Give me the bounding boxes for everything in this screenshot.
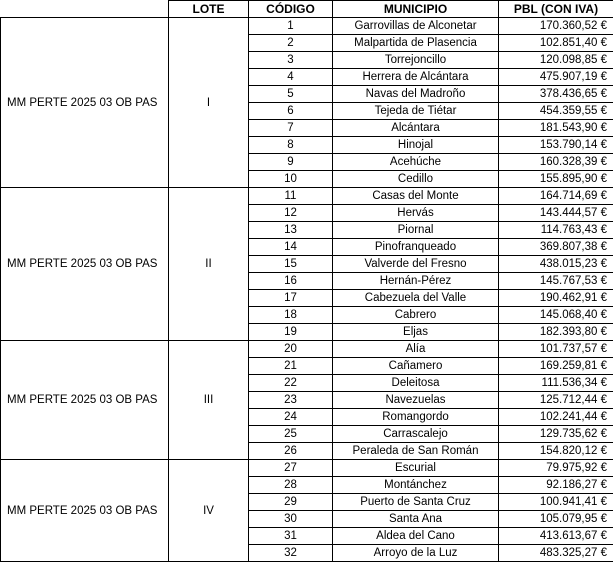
municipio-cell: Navas del Madroño bbox=[333, 86, 499, 103]
municipio-cell: Navezuelas bbox=[333, 392, 499, 409]
municipio-cell: Hinojal bbox=[333, 137, 499, 154]
pbl-cell: 438.015,23 € bbox=[499, 256, 613, 273]
pbl-cell: 170.360,52 € bbox=[499, 18, 613, 35]
municipio-cell: Malpartida de Plasencia bbox=[333, 35, 499, 52]
municipio-cell: Santa Ana bbox=[333, 511, 499, 528]
municipio-cell: Casas del Monte bbox=[333, 188, 499, 205]
codigo-cell: 24 bbox=[249, 409, 333, 426]
municipio-cell: Eljas bbox=[333, 324, 499, 341]
pbl-cell: 190.462,91 € bbox=[499, 290, 613, 307]
codigo-cell: 23 bbox=[249, 392, 333, 409]
municipio-cell: Tejeda de Tiétar bbox=[333, 103, 499, 120]
codigo-cell: 28 bbox=[249, 477, 333, 494]
obra-cell: MM PERTE 2025 03 OB PAS bbox=[1, 18, 169, 188]
codigo-cell: 22 bbox=[249, 375, 333, 392]
pbl-cell: 102.851,40 € bbox=[499, 35, 613, 52]
codigo-cell: 7 bbox=[249, 120, 333, 137]
municipio-cell: Romangordo bbox=[333, 409, 499, 426]
pbl-cell: 182.393,80 € bbox=[499, 324, 613, 341]
codigo-cell: 30 bbox=[249, 511, 333, 528]
obra-cell: MM PERTE 2025 03 OB PAS bbox=[1, 460, 169, 562]
municipio-cell: Montánchez bbox=[333, 477, 499, 494]
pbl-cell: 369.807,38 € bbox=[499, 239, 613, 256]
pbl-cell: 105.079,95 € bbox=[499, 511, 613, 528]
municipio-cell: Aldea del Cano bbox=[333, 528, 499, 545]
codigo-cell: 6 bbox=[249, 103, 333, 120]
pbl-cell: 79.975,92 € bbox=[499, 460, 613, 477]
pbl-cell: 120.098,85 € bbox=[499, 52, 613, 69]
municipio-cell: Pinofranqueado bbox=[333, 239, 499, 256]
pbl-cell: 483.325,27 € bbox=[499, 545, 613, 562]
codigo-cell: 20 bbox=[249, 341, 333, 358]
municipio-cell: Herrera de Alcántara bbox=[333, 69, 499, 86]
pbl-cell: 143.444,57 € bbox=[499, 205, 613, 222]
pbl-cell: 454.359,55 € bbox=[499, 103, 613, 120]
codigo-cell: 14 bbox=[249, 239, 333, 256]
pbl-cell: 125.712,44 € bbox=[499, 392, 613, 409]
table-row bbox=[1, 188, 613, 205]
codigo-cell: 4 bbox=[249, 69, 333, 86]
codigo-cell: 18 bbox=[249, 307, 333, 324]
municipio-cell: Torrejoncillo bbox=[333, 52, 499, 69]
codigo-cell: 27 bbox=[249, 460, 333, 477]
header-municipio: MUNICIPIO bbox=[333, 1, 499, 18]
municipio-cell: Deleitosa bbox=[333, 375, 499, 392]
municipio-cell: Peraleda de San Román bbox=[333, 443, 499, 460]
pbl-cell: 378.436,65 € bbox=[499, 86, 613, 103]
codigo-cell: 32 bbox=[249, 545, 333, 562]
pbl-cell: 475.907,19 € bbox=[499, 69, 613, 86]
codigo-cell: 26 bbox=[249, 443, 333, 460]
municipio-cell: Escurial bbox=[333, 460, 499, 477]
pbl-cell: 164.714,69 € bbox=[499, 188, 613, 205]
table-row bbox=[1, 341, 613, 358]
municipio-cell: Acehúche bbox=[333, 154, 499, 171]
municipio-cell: Cabezuela del Valle bbox=[333, 290, 499, 307]
codigo-cell: 29 bbox=[249, 494, 333, 511]
codigo-cell: 16 bbox=[249, 273, 333, 290]
table-body bbox=[1, 18, 613, 562]
municipio-cell: Hernán-Pérez bbox=[333, 273, 499, 290]
pbl-cell: 154.820,12 € bbox=[499, 443, 613, 460]
lote-cell: I bbox=[169, 18, 249, 188]
codigo-cell: 12 bbox=[249, 205, 333, 222]
municipio-cell: Arroyo de la Luz bbox=[333, 545, 499, 562]
pbl-cell: 413.613,67 € bbox=[499, 528, 613, 545]
obra-cell: MM PERTE 2025 03 OB PAS bbox=[1, 188, 169, 341]
table-header-row bbox=[1, 1, 613, 18]
codigo-cell: 5 bbox=[249, 86, 333, 103]
codigo-cell: 1 bbox=[249, 18, 333, 35]
pbl-cell: 101.737,57 € bbox=[499, 341, 613, 358]
codigo-cell: 9 bbox=[249, 154, 333, 171]
municipio-cell: Carrascalejo bbox=[333, 426, 499, 443]
header-pbl: PBL (CON IVA) bbox=[499, 1, 613, 18]
pbl-cell: 169.259,81 € bbox=[499, 358, 613, 375]
lote-cell: IV bbox=[169, 460, 249, 562]
codigo-cell: 8 bbox=[249, 137, 333, 154]
header-obra bbox=[1, 1, 169, 18]
municipio-cell: Alía bbox=[333, 341, 499, 358]
lote-cell: III bbox=[169, 341, 249, 460]
header-lote: LOTE bbox=[169, 1, 249, 18]
pbl-cell: 92.186,27 € bbox=[499, 477, 613, 494]
pbl-cell: 100.941,41 € bbox=[499, 494, 613, 511]
pbl-cell: 145.068,40 € bbox=[499, 307, 613, 324]
table-row bbox=[1, 460, 613, 477]
pbl-cell: 129.735,62 € bbox=[499, 426, 613, 443]
codigo-cell: 2 bbox=[249, 35, 333, 52]
codigo-cell: 11 bbox=[249, 188, 333, 205]
codigo-cell: 13 bbox=[249, 222, 333, 239]
codigo-cell: 21 bbox=[249, 358, 333, 375]
codigo-cell: 10 bbox=[249, 171, 333, 188]
pbl-cell: 111.536,34 € bbox=[499, 375, 613, 392]
codigo-cell: 25 bbox=[249, 426, 333, 443]
pbl-cell: 114.763,43 € bbox=[499, 222, 613, 239]
lote-cell: II bbox=[169, 188, 249, 341]
pbl-cell: 102.241,44 € bbox=[499, 409, 613, 426]
codigo-cell: 17 bbox=[249, 290, 333, 307]
pbl-cell: 155.895,90 € bbox=[499, 171, 613, 188]
codigo-cell: 15 bbox=[249, 256, 333, 273]
municipio-cell: Hervás bbox=[333, 205, 499, 222]
municipio-cell: Cabrero bbox=[333, 307, 499, 324]
obra-cell: MM PERTE 2025 03 OB PAS bbox=[1, 341, 169, 460]
pbl-cell: 145.767,53 € bbox=[499, 273, 613, 290]
codigo-cell: 19 bbox=[249, 324, 333, 341]
municipio-cell: Valverde del Fresno bbox=[333, 256, 499, 273]
pbl-cell: 160.328,39 € bbox=[499, 154, 613, 171]
table-row bbox=[1, 18, 613, 35]
municipio-cell: Garrovillas de Alconetar bbox=[333, 18, 499, 35]
municipio-cell: Puerto de Santa Cruz bbox=[333, 494, 499, 511]
municipio-cell: Cañamero bbox=[333, 358, 499, 375]
codigo-cell: 3 bbox=[249, 52, 333, 69]
pbl-cell: 181.543,90 € bbox=[499, 120, 613, 137]
pbl-cell: 153.790,14 € bbox=[499, 137, 613, 154]
municipio-cell: Alcántara bbox=[333, 120, 499, 137]
municipio-cell: Piornal bbox=[333, 222, 499, 239]
municipio-cell: Cedillo bbox=[333, 171, 499, 188]
codigo-cell: 31 bbox=[249, 528, 333, 545]
header-codigo: CÓDIGO bbox=[249, 1, 333, 18]
